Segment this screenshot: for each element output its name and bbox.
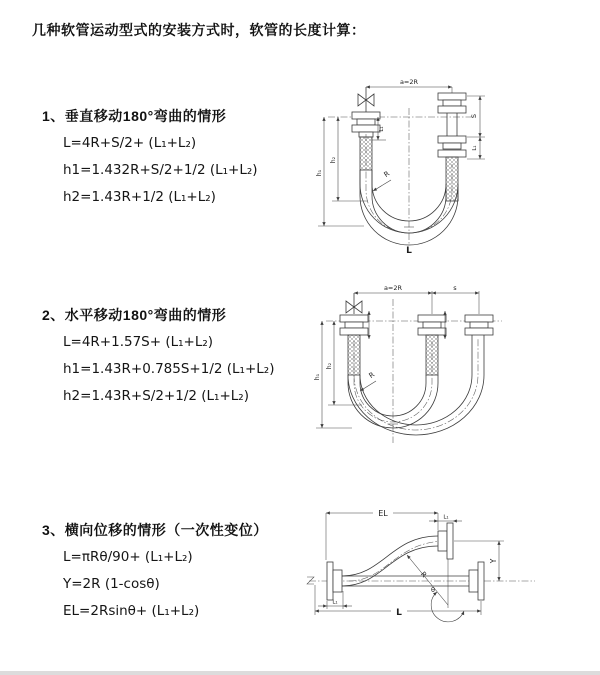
formula-line: EL=2Rsinθ+ (L₁+L₂) [63, 603, 200, 619]
diagram-vertical-180-bend [312, 74, 586, 260]
length-label: L [396, 608, 402, 618]
angle-construction [407, 555, 464, 622]
diagram-lateral-displacement [303, 503, 600, 648]
radius-label: R [382, 169, 392, 180]
dim-label-span: a=2R [383, 284, 403, 292]
dim-label-s: s [453, 284, 457, 292]
flange-left [327, 562, 342, 600]
dim-label-h2: h₂ [326, 362, 333, 370]
dim-label-l1-left: L₁ [379, 126, 385, 132]
radius-label: R [367, 370, 377, 381]
hose-end-fitting-right [438, 93, 466, 201]
dim-label-s: S [470, 113, 478, 119]
hose-end-fitting-right [465, 315, 493, 335]
formula-line: h1=1.43R+0.785S+1/2 (L₁+L₂) [63, 361, 275, 377]
section-3-heading: 3、横向位移的情形（一次性变位） [42, 522, 268, 538]
dim-label-h1: h₁ [316, 169, 323, 177]
radius-leader [373, 180, 391, 191]
dim-label-h1: h₁ [314, 373, 321, 381]
hose-u-curves [348, 335, 484, 435]
radius-leader [360, 381, 376, 391]
dim-label-span: a=2R [399, 78, 419, 86]
section-2-heading: 2、水平移动180°弯曲的情形 [42, 307, 227, 323]
page-bottom-edge [0, 671, 600, 675]
angle-label: θ [431, 586, 435, 594]
formula-line: L=πRθ/90+ (L₁+L₂) [63, 549, 193, 565]
radius-label: R [418, 570, 429, 580]
dim-label-l1-right: L₁ [443, 514, 449, 521]
dim-label-el: EL [378, 509, 388, 518]
page-title: 几种软管运动型式的安装方式时，软管的长度计算： [32, 22, 366, 38]
angle-arc [431, 592, 464, 622]
section-1-heading: 1、垂直移动180°弯曲的情形 [42, 108, 227, 124]
formula-line: h2=1.43R+S/2+1/2 (L₁+L₂) [63, 388, 249, 404]
dim-label-y: Y [489, 558, 498, 564]
formula-line: h1=1.432R+S/2+1/2 (L₁+L₂) [63, 162, 258, 178]
formula-line: h2=1.43R+1/2 (L₁+L₂) [63, 189, 216, 205]
axis-break-mark [307, 577, 314, 584]
flange-right-original [469, 562, 484, 600]
dim-label-l1-left: L₁ [332, 599, 338, 606]
valve-icon [358, 87, 374, 112]
hose-s-curve [342, 536, 447, 586]
formula-line: L=4R+S/2+ (L₁+L₂) [63, 135, 197, 151]
diagram-horizontal-180-bend [312, 283, 586, 465]
formula-line: Y=2R (1-cosθ) [63, 576, 160, 592]
flange-right-displaced [438, 523, 453, 559]
valve-icon [346, 293, 362, 314]
dim-label-h2: h₂ [330, 156, 337, 164]
radius-leader [407, 555, 448, 605]
formula-line: L=4R+1.57S+ (L₁+L₂) [63, 334, 214, 350]
length-label: L [406, 246, 412, 256]
dim-label-l1-right: L₁ [472, 145, 478, 151]
